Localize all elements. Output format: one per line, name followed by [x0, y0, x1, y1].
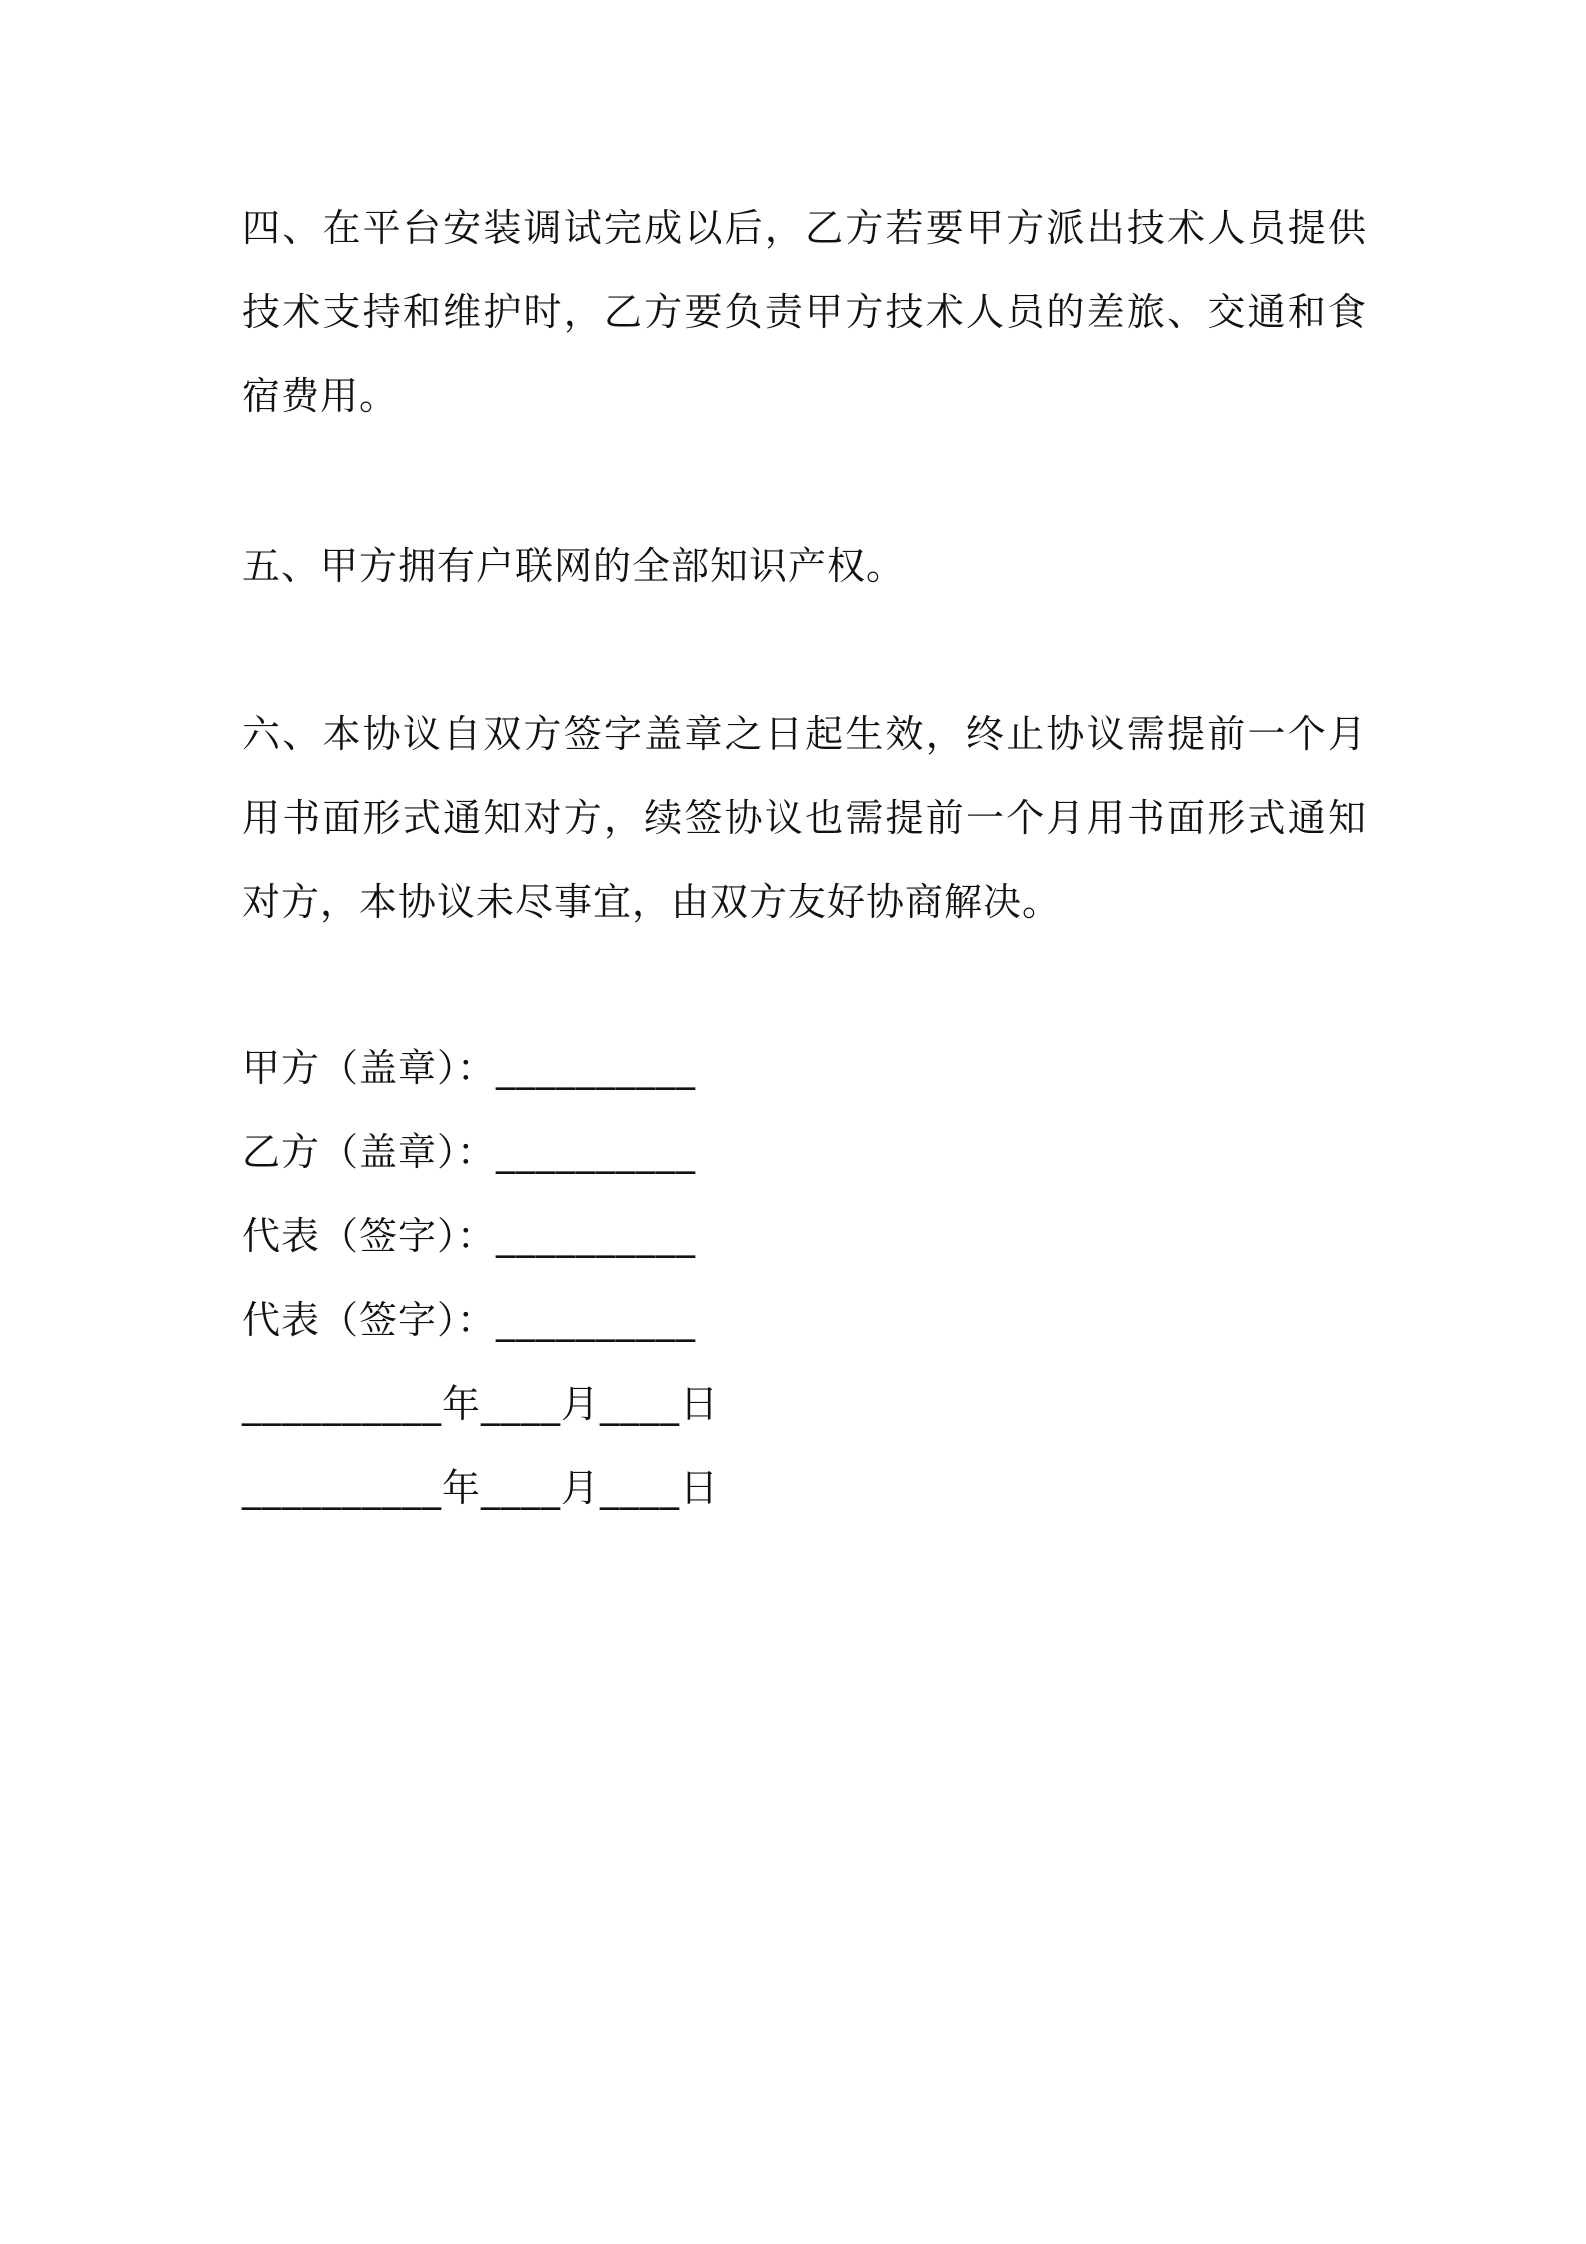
clause-four: 四、在平台安装调试完成以后，乙方若要甲方派出技术人员提供技术支持和维护时，乙方要负责甲方技术人员的差旅、交通和食宿费用。 [242, 206, 1367, 418]
date-line-b: __________年____月____日 [242, 1466, 720, 1510]
party-a-seal-line: 甲方（盖章）：__________ [242, 1046, 697, 1090]
party-b-seal-line: 乙方（盖章）：__________ [242, 1130, 697, 1174]
representative-a-signature-line: 代表（签字）：__________ [242, 1214, 697, 1258]
clause-five: 五、甲方拥有户联网的全部知识产权。 [242, 544, 906, 588]
clause-six: 六、本协议自双方签字盖章之日起生效，终止协议需提前一个月用书面形式通知对方，续签协议也需提前一个月用书面形式通知对方，本协议未尽事宜，由双方友好协商解决。 [242, 712, 1367, 924]
date-line-a: __________年____月____日 [242, 1382, 720, 1426]
signature-block [242, 1026, 1142, 1530]
representative-b-signature-line: 代表（签字）：__________ [242, 1298, 697, 1342]
